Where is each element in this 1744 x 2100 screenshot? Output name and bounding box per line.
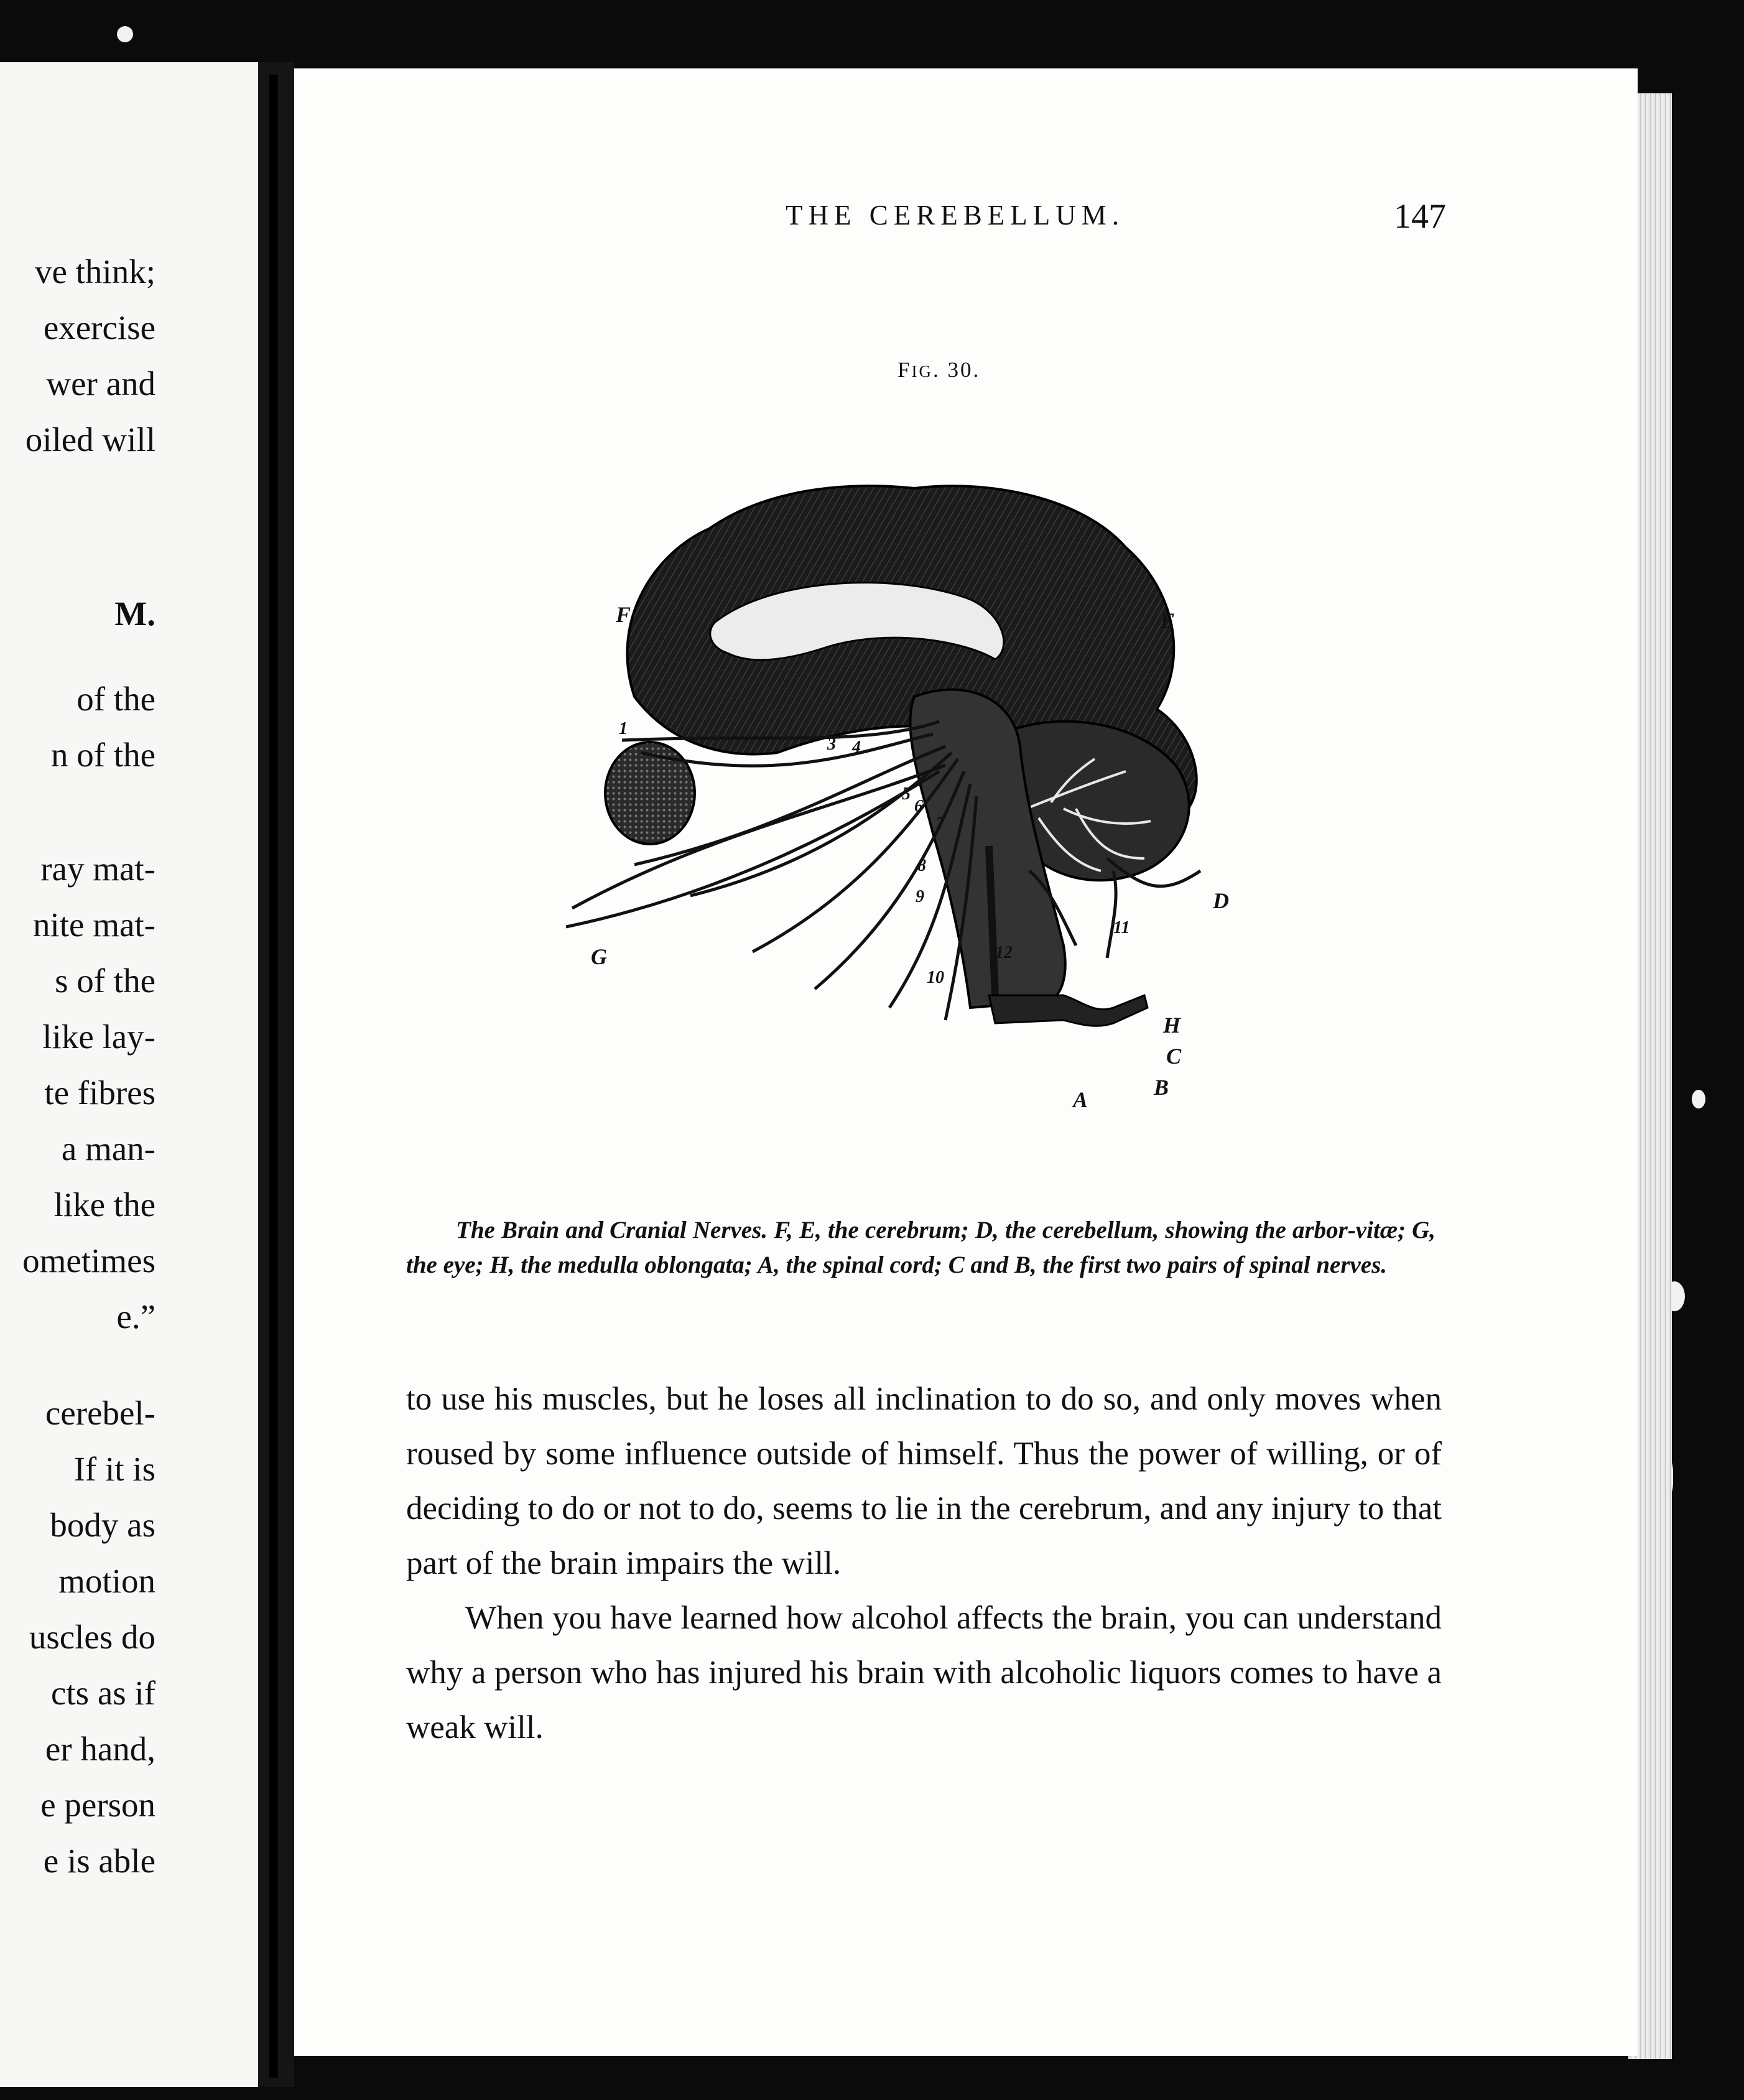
running-head: THE CEREBELLUM.	[786, 200, 1125, 231]
scan-speck	[117, 26, 133, 42]
left-page-line: body as	[50, 1506, 155, 1544]
right-page	[294, 68, 1638, 2056]
figure-letter-c: C	[1166, 1044, 1182, 1069]
left-page-line: of the	[77, 680, 155, 718]
figure-label-smallcaps: IG	[911, 362, 933, 381]
figure-caption: The Brain and Cranial Nerves. F, E, the cerebrum; D, the cerebellum, showing the arbor-vitæ; G, the eye; H, the medulla oblongata; A, the spinal cord; C and B, the first two pairs of spinal nerves.	[406, 1217, 1436, 1278]
figure-number-5: 5	[902, 784, 911, 804]
figure-number-10: 10	[927, 968, 944, 987]
left-page-line: e person	[40, 1786, 155, 1824]
figure-number-4: 4	[852, 738, 861, 757]
figure-number-8: 8	[917, 856, 926, 875]
figure-letter-e: E	[1160, 608, 1176, 633]
figure-label	[898, 358, 980, 383]
left-page-line: ve think;	[34, 253, 155, 290]
left-page-line: ray mat-	[40, 850, 155, 888]
left-page-line: cerebel-	[45, 1394, 155, 1432]
left-page-line: te fibres	[44, 1074, 155, 1112]
eye-shape	[605, 742, 695, 844]
left-page-line: ometimes	[22, 1242, 155, 1280]
figure-label-prefix: F	[898, 358, 912, 382]
figure-number-11: 11	[1113, 918, 1130, 937]
left-page-line: uscles do	[29, 1618, 155, 1656]
figure-letter-a: A	[1073, 1087, 1088, 1112]
figure-label-number: . 30.	[932, 358, 981, 382]
left-page-line: n of the	[50, 736, 155, 774]
figure-letter-g: G	[591, 944, 607, 969]
left-page-line: oiled will	[25, 420, 155, 458]
brain-illustration	[566, 460, 1294, 1132]
gutter-shadow	[269, 75, 278, 2078]
scan-speck	[1692, 1090, 1705, 1108]
left-page-heading: M.	[114, 595, 155, 633]
left-page-line: nite mat-	[32, 906, 155, 944]
figure-number-3: 3	[827, 735, 836, 754]
left-page-line: er hand,	[45, 1730, 155, 1768]
figure-letter-d: D	[1213, 888, 1229, 913]
paragraph: to use his muscles, but he loses all inclination to do so, and only moves when roused by some influence outside of himself. Thus the power of willing, or of deciding to do or not to do, seems to lie in the cerebrum, and any injury to that part of the brain impairs the will.	[406, 1381, 1442, 1581]
left-page-line: e.”	[116, 1298, 155, 1336]
left-page-line: cts as if	[50, 1674, 155, 1712]
left-page	[0, 62, 258, 2087]
spinal-cord	[989, 995, 1148, 1026]
left-page-line: If it is	[73, 1450, 155, 1488]
left-page-line: a man-	[61, 1130, 155, 1168]
figure-number-9: 9	[916, 887, 924, 906]
left-page-line: exercise	[43, 309, 155, 346]
left-page-line: like the	[53, 1186, 155, 1224]
page-number: 147	[1394, 197, 1446, 236]
body-text	[406, 1372, 1442, 1755]
figure-letter-h: H	[1163, 1013, 1181, 1038]
figure-number-7: 7	[936, 814, 945, 833]
figure-number-1: 1	[619, 719, 628, 738]
left-page-line: like lay-	[42, 1018, 155, 1056]
left-page-line: s of the	[55, 962, 155, 1000]
left-page-line: motion	[58, 1562, 155, 1600]
figure-number-12: 12	[995, 943, 1013, 962]
left-page-line: wer and	[46, 365, 155, 402]
figure-letter-b: B	[1154, 1075, 1169, 1100]
figure-number-6: 6	[914, 797, 923, 816]
figure-letter-f-top: F	[616, 602, 631, 627]
left-page-line: e is able	[43, 1842, 155, 1880]
paragraph: When you have learned how alcohol affects the brain, you can understand why a person who has injured his brain with alcoholic liquors comes to have a weak will.	[406, 1600, 1442, 1745]
